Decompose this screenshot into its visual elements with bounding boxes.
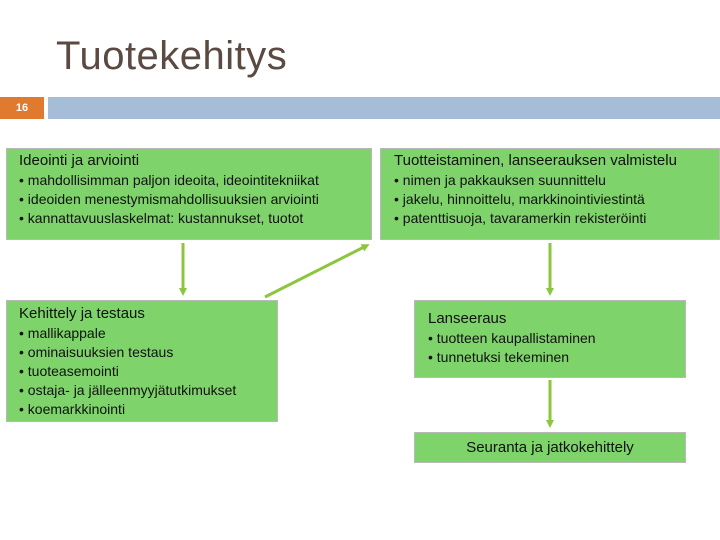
slide-number: 16 — [0, 97, 44, 119]
list-item: • tuoteasemointi — [19, 363, 119, 379]
box-followup: Seuranta ja jatkokehittely — [414, 432, 686, 463]
box-ideation-heading: Ideointi ja arviointi — [19, 152, 140, 169]
page-title: Tuotekehitys — [56, 34, 288, 78]
list-item: • kannattavuuslaskelmat: kustannukset, tuotot — [19, 210, 304, 226]
list-item: • ominaisuuksien testaus — [19, 344, 174, 360]
list-item: • patenttisuoja, tavaramerkin rekisteröinti — [394, 210, 647, 226]
list-item: • mahdollisimman paljon ideoita, ideointitekniikat — [19, 172, 319, 188]
box-development-heading: Kehittely ja testaus — [19, 305, 145, 322]
list-item: • jakelu, hinnoittelu, markkinointiviestintä — [394, 191, 645, 207]
list-item: • koemarkkinointi — [19, 401, 126, 417]
list-item: • mallikappale — [19, 325, 106, 341]
box-launch-heading: Lanseeraus — [428, 310, 507, 327]
arrow-development-to-productization — [265, 246, 366, 297]
box-ideation — [6, 148, 372, 240]
box-productization — [380, 148, 720, 240]
box-launch — [414, 300, 686, 378]
list-item: • ostaja- ja jälleenmyyjätutkimukset — [19, 382, 237, 398]
list-item: • nimen ja pakkauksen suunnittelu — [394, 172, 606, 188]
box-development — [6, 300, 278, 422]
list-item: • tunnetuksi tekeminen — [428, 349, 570, 365]
list-item: • ideoiden menestymismahdollisuuksien arviointi — [19, 191, 319, 207]
box-productization-heading: Tuotteistaminen, lanseerauksen valmistelu — [394, 152, 677, 169]
list-item: • tuotteen kaupallistaminen — [428, 330, 596, 346]
